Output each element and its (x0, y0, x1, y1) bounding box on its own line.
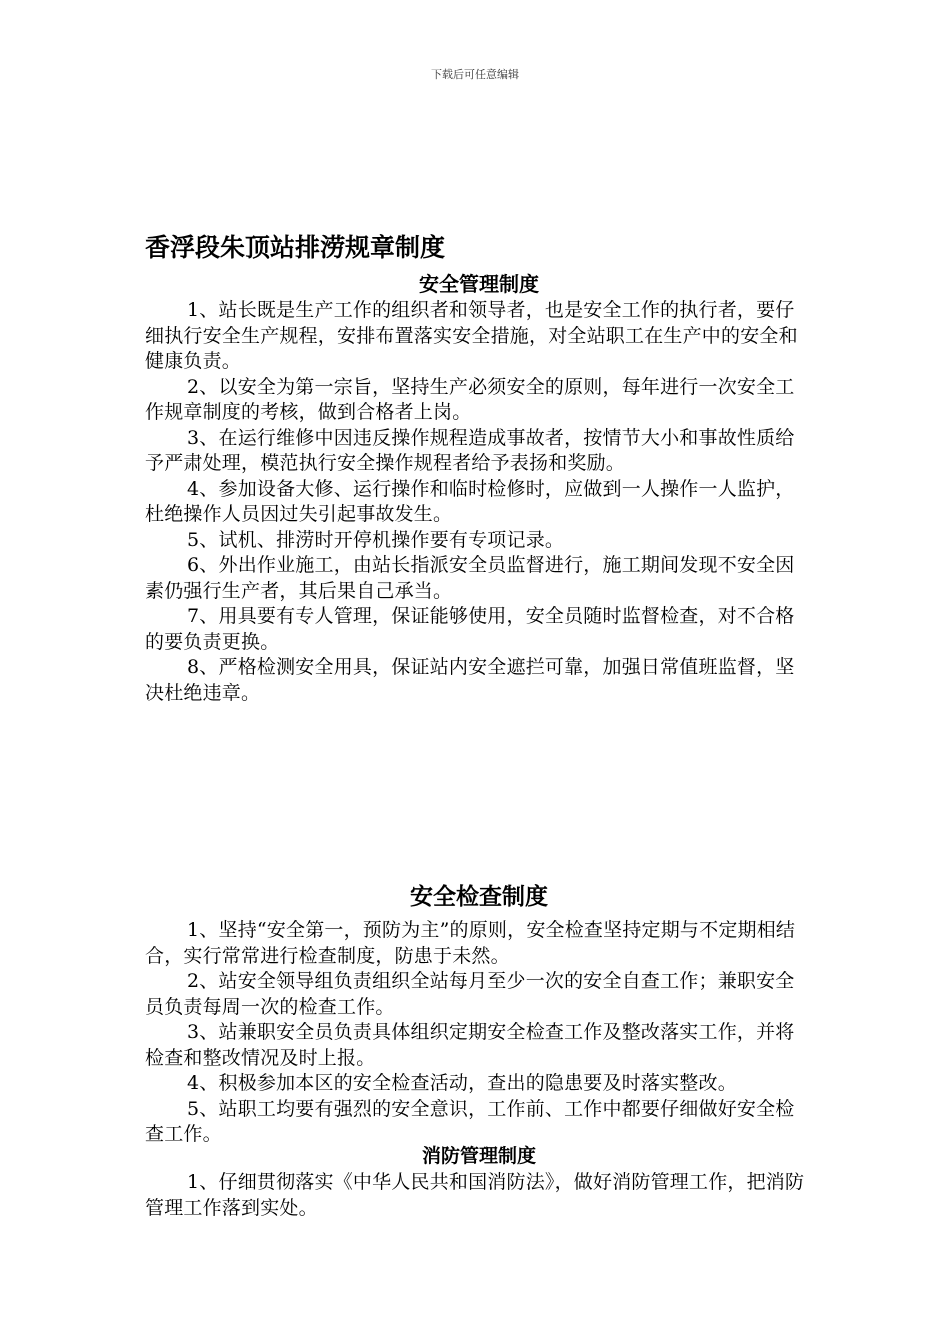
paragraph: 2、站安全领导组负责组织全站每月至少一次的安全自查工作；兼职安全员负责每周一次的检查工作。 (145, 970, 795, 1018)
paragraph: 5、站职工均要有强烈的安全意识，工作前、工作中都要仔细做好安全检查工作。 (145, 1097, 795, 1145)
section-heading: 安全检查制度 (410, 883, 548, 910)
paragraph: 3、站兼职安全员负责具体组织定期安全检查工作及整改落实工作，并将检查和整改情况及时上报。 (145, 1021, 795, 1069)
paragraph: 4、积极参加本区的安全检查活动，查出的隐患要及时落实整改。 (187, 1072, 737, 1094)
paragraph: 8、严格检测安全用具，保证站内安全遮拦可靠，加强日常值班监督，坚决杜绝违章。 (145, 656, 795, 704)
paragraph: 4、参加设备大修、运行操作和临时检修时，应做到一人操作一人监护，杜绝操作人员因过失引起事故发生。 (145, 477, 795, 525)
paragraph: 1、坚持“安全第一，预防为主”的原则，安全检查坚持定期与不定期相结合，实行常常进行检查制度，防患于未然。 (145, 919, 796, 967)
paragraph: 7、用具要有专人管理，保证能够使用，安全员随时监督检查，对不合格的要负责更换。 (145, 605, 795, 653)
paragraph: 1、站长既是生产工作的组织者和领导者，也是安全工作的执行者，要仔细执行安全生产规程，安排布置落实安全措施，对全站职工在生产中的安全和健康负责。 (145, 299, 798, 372)
section-safety-management (145, 270, 813, 706)
section-safety-inspection (145, 880, 813, 1148)
section-heading: 安全管理制度 (419, 272, 539, 296)
section-fire-management (145, 1143, 813, 1221)
page-title: 香浮段朱顶站排涝规章制度 (145, 233, 446, 262)
paragraph: 1、仔细贯彻落实《中华人民共和国消防法》，做好消防管理工作，把消防管理工作落到实处。 (145, 1171, 805, 1219)
section-heading: 消防管理制度 (421, 1145, 536, 1167)
download-note: 下载后可任意编辑 (431, 68, 519, 81)
paragraph: 6、外出作业施工，由站长指派安全员监督进行，施工期间发现不安全因素仍强行生产者，其后果自己承当。 (145, 554, 795, 602)
paragraph: 5、试机、排涝时开停机操作要有专项记录。 (187, 528, 565, 551)
paragraph: 3、在运行维修中因违反操作规程造成事故者，按情节大小和事故性质给予严肃处理，模范执行安全操作规程者给予表扬和奖励。 (145, 426, 795, 474)
paragraph: 2、以安全为第一宗旨，坚持生产必须安全的原则，每年进行一次安全工作规章制度的考核，做到合格者上岗。 (145, 375, 795, 423)
